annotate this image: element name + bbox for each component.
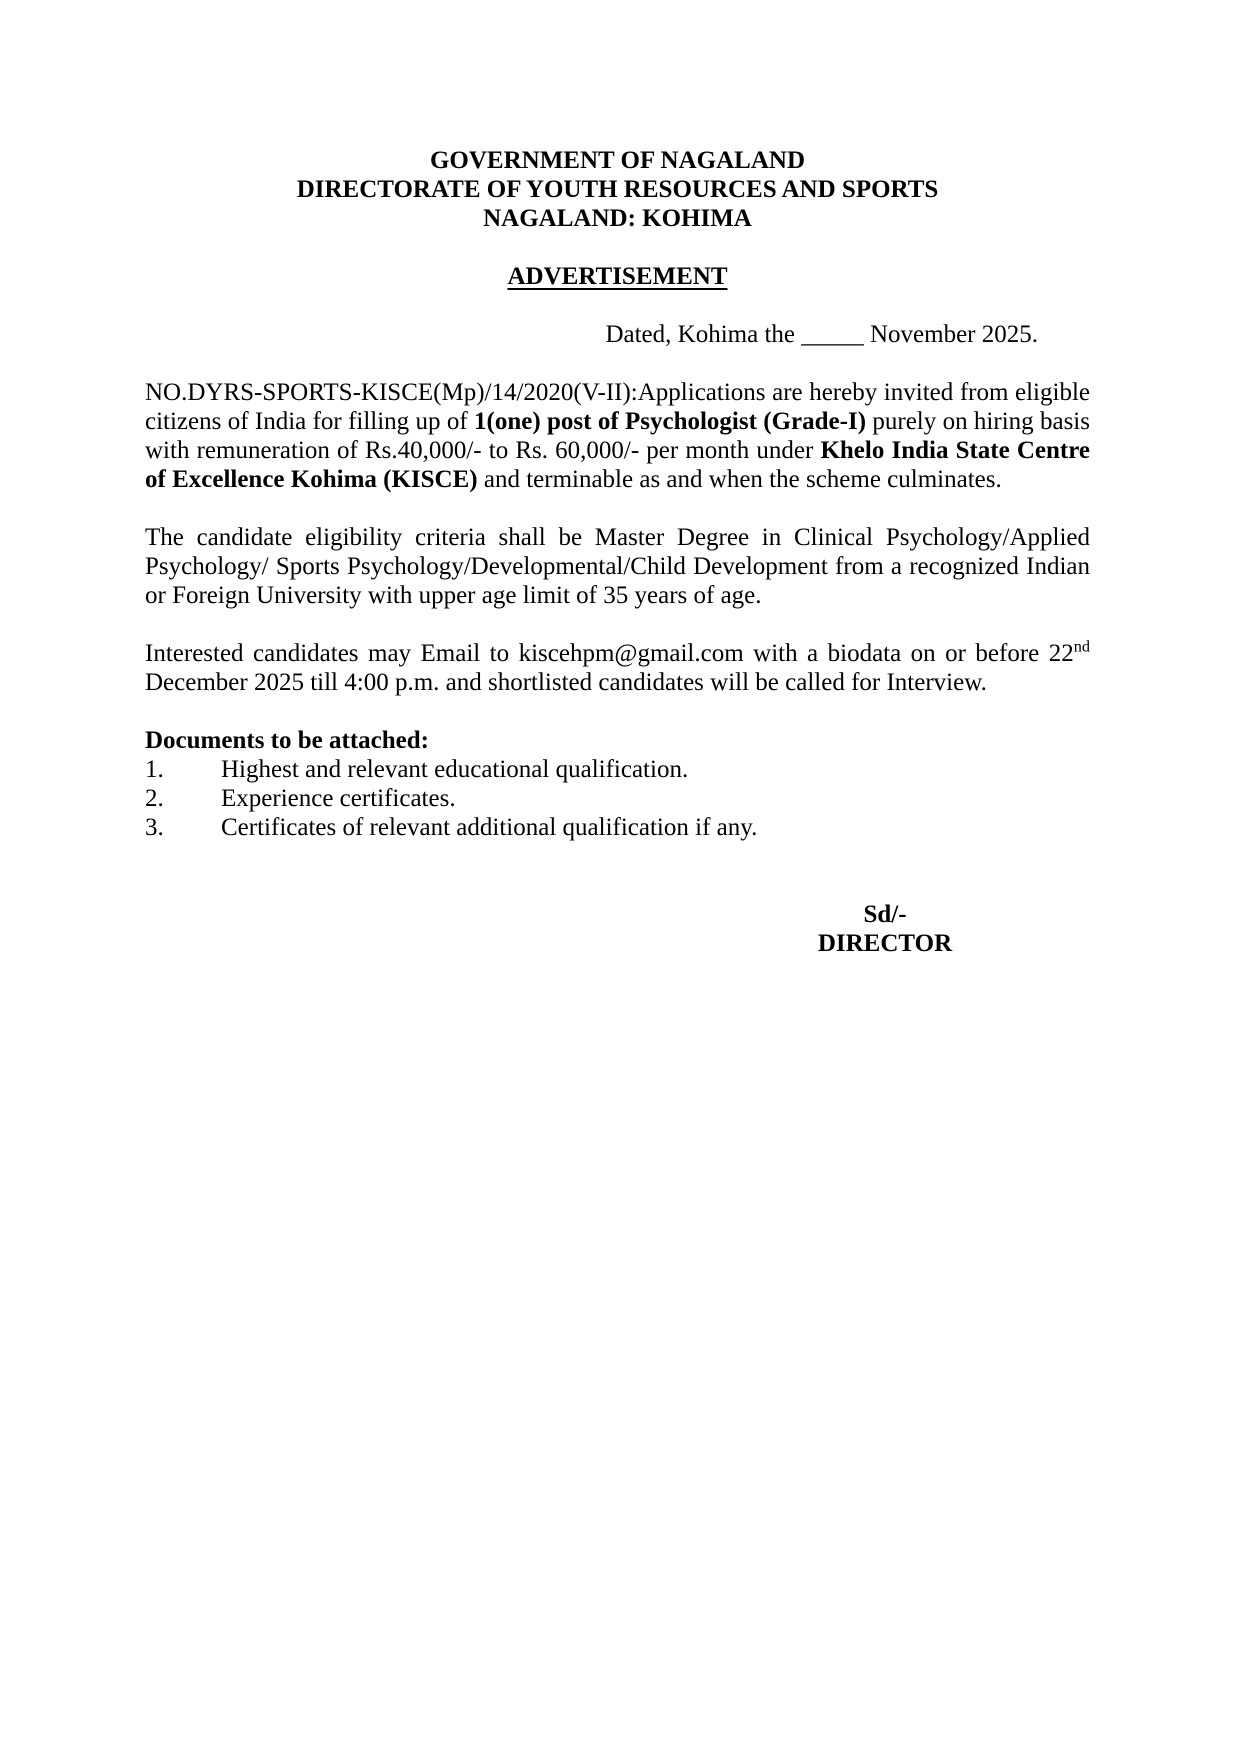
terminable-text: and terminable as and when the scheme culminates. (477, 466, 1002, 493)
org-header (145, 146, 1090, 233)
list-item-text: Highest and relevant educational qualification. (221, 756, 689, 783)
list-item-number: 2. (145, 785, 164, 812)
documents-heading: Documents to be attached: (145, 727, 429, 754)
document-list-item (145, 784, 1090, 813)
interview-text: December 2025 till 4:00 p.m. and shortlisted candidates will be called for Interview. (145, 669, 987, 696)
post-name-bold-text: 1(one) post of Psychologist (Grade-I) (474, 408, 867, 435)
org-location-line: NAGALAND: KOHIMA (483, 205, 752, 232)
signature-block (750, 900, 1020, 958)
application-intro-text: Interested candidates may Email to (145, 640, 519, 667)
list-item-number: 1. (145, 756, 164, 783)
list-item-text: Certificates of relevant additional qualification if any. (221, 814, 758, 841)
advertisement-title-row (145, 262, 1090, 291)
reference-paragraph (145, 378, 1090, 494)
email-address: kiscehpm@gmail.com (518, 640, 744, 667)
org-department-line: DIRECTORATE OF YOUTH RESOURCES AND SPORTS (296, 176, 939, 203)
remuneration-text: purely on hiring basis with remuneration of Rs.40,000/- to Rs. 60,000/- per month under (145, 408, 1090, 464)
documents-list (145, 755, 1090, 842)
org-name-line: GOVERNMENT OF NAGALAND (429, 147, 805, 174)
scheme-name-bold-text: Khelo India State Centre of Excellence Kohima (KISCE) (145, 437, 1090, 493)
document-list-item (145, 755, 1090, 784)
signatory-designation: DIRECTOR (817, 930, 953, 957)
list-item-number: 3. (145, 814, 164, 841)
advertisement-title: ADVERTISEMENT (507, 263, 728, 290)
reference-number: NO.DYRS-SPORTS-KISCE(Mp)/14/2020(V-II): (145, 379, 638, 406)
signed-abbreviation: Sd/- (863, 901, 907, 928)
eligibility-paragraph: The candidate eligibility criteria shall be Master Degree in Clinical Psychology/Applied Psychology/ Sports Psychology/Developmental/Child Development from a recognized Indian or Foreign University with upper age limit of 35 years of age. (145, 524, 1090, 609)
ordinal-superscript: nd (1073, 637, 1090, 656)
dateline: Dated, Kohima the _____ November 2025. (605, 321, 1038, 348)
reference-intro-text: Applications are hereby invited from eligible citizens of India for filling up of (145, 379, 1090, 435)
application-paragraph (145, 639, 1090, 697)
document-list-item (145, 813, 1090, 842)
deadline-text: with a biodata on or before 22 (743, 640, 1074, 667)
list-item-text: Experience certificates. (221, 785, 456, 812)
